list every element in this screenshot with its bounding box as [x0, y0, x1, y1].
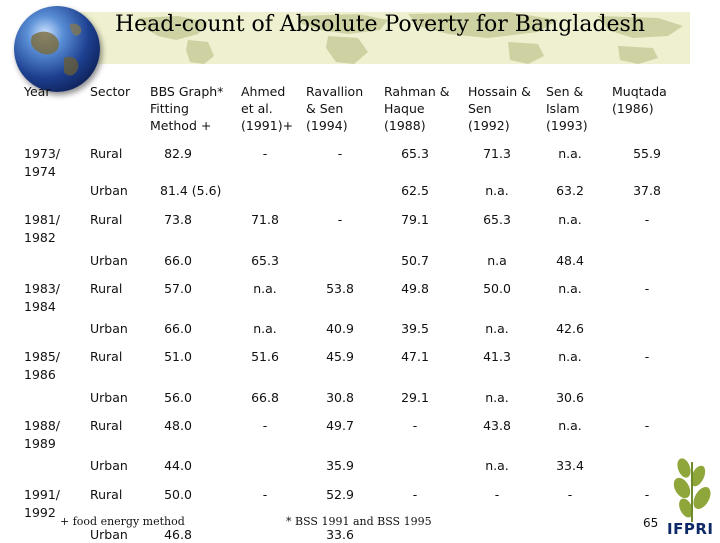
- globe-icon: [14, 6, 100, 92]
- header-ahmed: Ahmed et al. (1991)+: [241, 84, 294, 133]
- table-cell: 49.8: [401, 281, 429, 296]
- ifpri-logo: [664, 458, 720, 540]
- table-cell: 79.1: [401, 212, 429, 227]
- page-number: 65: [643, 516, 659, 530]
- table-cell: 57.0: [164, 281, 192, 296]
- table-cell: n.a.: [558, 281, 582, 296]
- year-label: 1992: [24, 505, 56, 520]
- sector-label-urban: Urban: [90, 390, 128, 405]
- sector-label-urban: Urban: [90, 183, 128, 198]
- table-cell: 52.9: [326, 487, 354, 502]
- header-hossain: Hossain & Sen (1992): [468, 84, 531, 133]
- table-cell: n.a: [487, 253, 507, 268]
- sector-label-rural: Rural: [90, 418, 123, 433]
- year-label: 1986: [24, 367, 56, 382]
- table-cell: n.a.: [485, 183, 509, 198]
- footnote-food-energy: + food energy method: [60, 515, 185, 528]
- table-cell: 49.7: [326, 418, 354, 433]
- page-title: Head-count of Absolute Poverty for Bangladesh: [114, 12, 646, 37]
- table-cell: 46.8: [164, 527, 192, 542]
- table-cell: 43.8: [483, 418, 511, 433]
- table-cell: 39.5: [401, 321, 429, 336]
- table-cell: 65.3: [483, 212, 511, 227]
- table-cell: 66.0: [164, 321, 192, 336]
- year-label: 1982: [24, 230, 56, 245]
- sector-label-urban: Urban: [90, 321, 128, 336]
- table-cell: -: [412, 487, 418, 502]
- sector-label-rural: Rural: [90, 487, 123, 502]
- table-cell: -: [262, 487, 268, 502]
- table-cell: n.a.: [485, 390, 509, 405]
- table-cell: 50.7: [401, 253, 429, 268]
- table-cell: 71.3: [483, 146, 511, 161]
- table-cell: -: [337, 212, 343, 227]
- logo-wordmark: IFPRI: [667, 520, 714, 538]
- table-cell: 48.0: [164, 418, 192, 433]
- table-cell: -: [644, 281, 650, 296]
- table-cell: 33.4: [556, 458, 584, 473]
- table-cell: n.a.: [558, 146, 582, 161]
- table-cell: 66.8: [251, 390, 279, 405]
- table-cell: 65.3: [401, 146, 429, 161]
- table-cell: 29.1: [401, 390, 429, 405]
- wheat-icon: [664, 458, 720, 522]
- year-label: 1983/: [24, 281, 61, 296]
- table-cell: 53.8: [326, 281, 354, 296]
- table-cell: 50.0: [483, 281, 511, 296]
- table-cell: 30.8: [326, 390, 354, 405]
- table-cell: 41.3: [483, 349, 511, 364]
- table-cell: -: [644, 487, 650, 502]
- table-cell: 63.2: [556, 183, 584, 198]
- table-cell: 51.0: [164, 349, 192, 364]
- sector-label-urban: Urban: [90, 253, 128, 268]
- table-cell: 37.8: [633, 183, 661, 198]
- table-cell: 65.3: [251, 253, 279, 268]
- table-cell: 50.0: [164, 487, 192, 502]
- table-cell: n.a.: [253, 281, 277, 296]
- table-cell: n.a.: [485, 321, 509, 336]
- table-cell: 62.5: [401, 183, 429, 198]
- table-cell: 82.9: [164, 146, 192, 161]
- table-cell: n.a.: [253, 321, 277, 336]
- table-cell: 56.0: [164, 390, 192, 405]
- sector-label-rural: Rural: [90, 146, 123, 161]
- table-cell: 42.6: [556, 321, 584, 336]
- table-cell: -: [644, 418, 650, 433]
- header-sector: Sector: [90, 84, 131, 99]
- table-cell: 55.9: [633, 146, 661, 161]
- table-cell: 40.9: [326, 321, 354, 336]
- header-bbs: BBS Graph* Fitting Method +: [150, 84, 224, 133]
- header-rahman: Rahman & Haque (1988): [384, 84, 450, 133]
- sector-label-urban: Urban: [90, 458, 128, 473]
- table-cell: -: [262, 146, 268, 161]
- table-cell: 35.9: [326, 458, 354, 473]
- table-cell: -: [644, 212, 650, 227]
- year-label: 1991/: [24, 487, 61, 502]
- table-cell: 30.6: [556, 390, 584, 405]
- year-label: 1974: [24, 164, 56, 179]
- table-cell: 45.9: [326, 349, 354, 364]
- header-sen-islam: Sen & Islam (1993): [546, 84, 588, 133]
- header-year: Year: [24, 84, 51, 99]
- sector-label-urban: Urban: [90, 527, 128, 542]
- year-label: 1981/: [24, 212, 61, 227]
- table-cell: n.a.: [558, 349, 582, 364]
- table-cell: -: [412, 418, 418, 433]
- year-label: 1988/: [24, 418, 61, 433]
- header-ravallion: Ravallion & Sen (1994): [306, 84, 364, 133]
- table-cell: 47.1: [401, 349, 429, 364]
- table-cell: -: [262, 418, 268, 433]
- table-cell: n.a.: [558, 212, 582, 227]
- table-cell: 33.6: [326, 527, 354, 542]
- year-label: 1973/: [24, 146, 61, 161]
- table-cell: 71.8: [251, 212, 279, 227]
- table-cell: 81.4 (5.6): [160, 183, 222, 198]
- table-cell: 44.0: [164, 458, 192, 473]
- header-muqtada: Muqtada (1986): [612, 84, 667, 116]
- table-cell: 66.0: [164, 253, 192, 268]
- table-cell: 73.8: [164, 212, 192, 227]
- year-label: 1984: [24, 299, 56, 314]
- table-cell: 51.6: [251, 349, 279, 364]
- table-cell: n.a.: [558, 418, 582, 433]
- footnote-bss: * BSS 1991 and BSS 1995: [286, 515, 432, 528]
- table-cell: 48.4: [556, 253, 584, 268]
- table-cell: -: [567, 487, 573, 502]
- table-cell: -: [337, 146, 343, 161]
- sector-label-rural: Rural: [90, 281, 123, 296]
- year-label: 1985/: [24, 349, 61, 364]
- table-cell: n.a.: [485, 458, 509, 473]
- table-cell: -: [644, 349, 650, 364]
- year-label: 1989: [24, 436, 56, 451]
- sector-label-rural: Rural: [90, 349, 123, 364]
- sector-label-rural: Rural: [90, 212, 123, 227]
- table-cell: -: [494, 487, 500, 502]
